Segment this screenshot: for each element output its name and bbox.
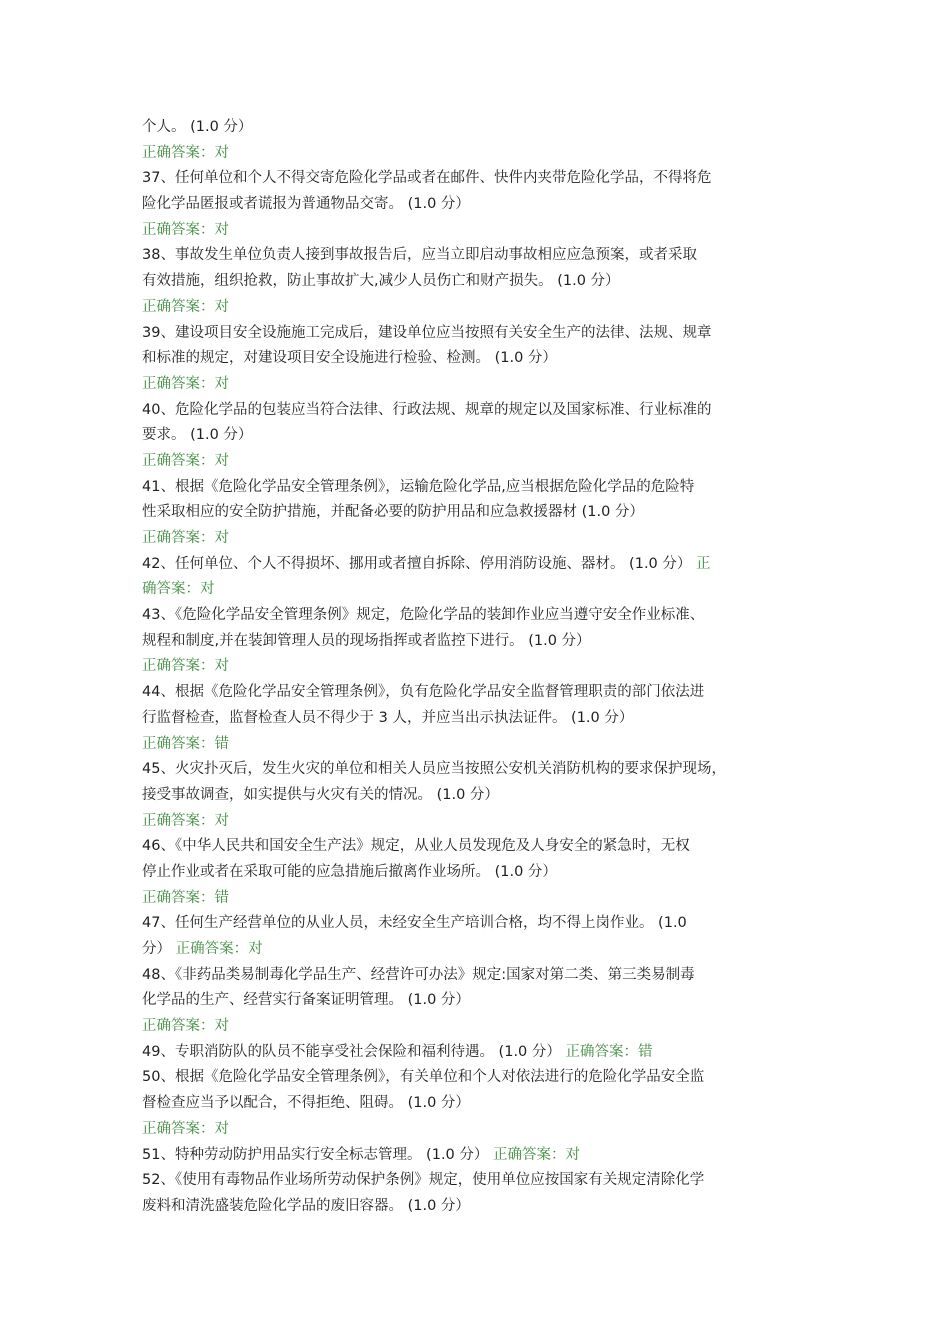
line-text: 正确答案：对 bbox=[142, 1018, 229, 1035]
answer-line bbox=[142, 218, 822, 244]
line-text: 正确答案：对 bbox=[142, 812, 229, 829]
line-text: 正确答案：对 bbox=[142, 1120, 229, 1137]
question-line bbox=[142, 860, 822, 886]
question-line bbox=[142, 680, 822, 706]
line-text: 正确答案：对 bbox=[142, 221, 229, 238]
line-text: 39、建设项目安全设施施工完成后，建设单位应当按照有关安全生产的法律、法规、规章 bbox=[142, 324, 712, 341]
line-text: 正确答案：对 bbox=[142, 375, 229, 392]
line-text: 正确答案：对 bbox=[142, 298, 229, 315]
question-line bbox=[142, 963, 822, 989]
line-text: 停止作业或者在采取可能的应急措施后撤离作业场所。 (1.0 分） bbox=[142, 863, 557, 880]
line-text: 40、危险化学品的包装应当符合法律、行政法规、规章的规定以及国家标准、行业标准的 bbox=[142, 401, 712, 418]
line-text: 规程和制度,并在装卸管理人员的现场指挥或者监控下进行。 (1.0 分） bbox=[142, 632, 591, 649]
line-text: 性采取相应的安全防护措施，并配备必要的防护用品和应急救援器材 (1.0 分） bbox=[142, 504, 644, 521]
answer-line bbox=[142, 372, 822, 398]
question-line bbox=[142, 834, 822, 860]
question-line bbox=[142, 166, 822, 192]
question-line bbox=[142, 1040, 822, 1066]
question-line bbox=[142, 706, 822, 732]
question-line bbox=[142, 269, 822, 295]
answer-line bbox=[142, 654, 822, 680]
answer-line bbox=[142, 577, 822, 603]
question-line bbox=[142, 500, 822, 526]
inline-answer: 正确答案：对 bbox=[488, 1146, 580, 1163]
question-line bbox=[142, 423, 822, 449]
question-line bbox=[142, 1168, 822, 1194]
answer-line bbox=[142, 732, 822, 758]
document-body bbox=[142, 115, 822, 1220]
line-text: 险化学品匿报或者谎报为普通物品交寄。 (1.0 分） bbox=[142, 196, 470, 213]
question-line bbox=[142, 1091, 822, 1117]
line-text: 确答案：对 bbox=[142, 581, 215, 598]
line-text: 42、任何单位、个人不得损坏、挪用或者擅自拆除、停用消防设施、器材。 (1.0 分） bbox=[142, 555, 692, 572]
answer-line bbox=[142, 886, 822, 912]
line-text: 要求。 (1.0 分） bbox=[142, 427, 253, 444]
question-line bbox=[142, 988, 822, 1014]
line-text: 和标准的规定，对建设项目安全设施进行检验、检测。 (1.0 分） bbox=[142, 350, 557, 367]
line-text: 督检查应当予以配合，不得拒绝、阻碍。 (1.0 分） bbox=[142, 1095, 470, 1112]
answer-line bbox=[142, 1014, 822, 1040]
line-text: 50、根据《危险化学品安全管理条例》，有关单位和个人对依法进行的危险化学品安全监 bbox=[142, 1069, 705, 1086]
question-line bbox=[142, 629, 822, 655]
question-line bbox=[142, 783, 822, 809]
question-line bbox=[142, 552, 822, 578]
question-line bbox=[142, 346, 822, 372]
line-text: 化学品的生产、经营实行备案证明管理。 (1.0 分） bbox=[142, 992, 470, 1009]
line-text: 38、事故发生单位负责人接到事故报告后，应当立即启动事故相应应急预案，或者采取 bbox=[142, 247, 697, 264]
line-text: 接受事故调查，如实提供与火灾有关的情况。 (1.0 分） bbox=[142, 786, 499, 803]
line-text: 48、《非药品类易制毒化学品生产、经营许可办法》规定:国家对第二类、第三类易制毒 bbox=[142, 966, 695, 983]
question-line bbox=[142, 937, 822, 963]
line-text: 废料和清洗盛装危险化学品的废旧容器。 (1.0 分） bbox=[142, 1197, 470, 1214]
line-text: 37、任何单位和个人不得交寄危险化学品或者在邮件、快件内夹带危险化学品，不得将危 bbox=[142, 170, 712, 187]
line-text: 正确答案：对 bbox=[142, 658, 229, 675]
line-text: 45、火灾扑灭后，发生火灾的单位和相关人员应当按照公安机关消防机构的要求保护现场， bbox=[142, 761, 726, 778]
question-line bbox=[142, 321, 822, 347]
answer-line bbox=[142, 141, 822, 167]
line-text: 正确答案：对 bbox=[142, 144, 229, 161]
line-text: 有效措施，组织抢救，防止事故扩大,减少人员伤亡和财产损失。 (1.0 分） bbox=[142, 273, 620, 290]
line-text: 44、根据《危险化学品安全管理条例》，负有危险化学品安全监督管理职责的部门依法进 bbox=[142, 684, 705, 701]
question-line bbox=[142, 1143, 822, 1169]
answer-line bbox=[142, 1117, 822, 1143]
line-text: 正确答案：错 bbox=[142, 735, 229, 752]
answer-line bbox=[142, 449, 822, 475]
question-line bbox=[142, 1194, 822, 1220]
question-line bbox=[142, 911, 822, 937]
line-text: 46、《中华人民共和国安全生产法》规定，从业人员发现危及人身安全的紧急时，无权 bbox=[142, 838, 690, 855]
line-text: 41、根据《危险化学品安全管理条例》，运输危险化学品,应当根据危险化学品的危险特 bbox=[142, 478, 695, 495]
question-line bbox=[142, 757, 822, 783]
answer-line bbox=[142, 295, 822, 321]
question-line bbox=[142, 192, 822, 218]
line-text: 51、特种劳动防护用品实行安全标志管理。 (1.0 分） bbox=[142, 1146, 489, 1163]
line-text: 个人。 (1.0 分） bbox=[142, 119, 253, 135]
question-line bbox=[142, 475, 822, 501]
question-line bbox=[142, 398, 822, 424]
line-text: 49、专职消防队的队员不能享受社会保险和福利待遇。 (1.0 分） bbox=[142, 1043, 561, 1060]
line-text: 52、《使用有毒物品作业场所劳动保护条例》规定，使用单位应按国家有关规定清除化学 bbox=[142, 1172, 705, 1189]
question-line bbox=[142, 1065, 822, 1091]
line-text: 43、《危险化学品安全管理条例》规定，危险化学品的装卸作业应当遵守安全作业标准、 bbox=[142, 607, 705, 624]
question-line bbox=[142, 603, 822, 629]
inline-answer: 正确答案：对 bbox=[171, 941, 263, 957]
answer-line bbox=[142, 809, 822, 835]
line-text: 正确答案：对 bbox=[142, 530, 229, 546]
line-text: 行监督检查，监督检查人员不得少于 3 人，并应当出示执法证件。 (1.0 分） bbox=[142, 709, 634, 726]
inline-answer: 正确答案：错 bbox=[560, 1043, 653, 1060]
question-line bbox=[142, 243, 822, 269]
answer-line bbox=[142, 526, 822, 552]
line-text: 分） bbox=[142, 941, 171, 957]
question-line bbox=[142, 115, 822, 141]
line-text: 47、任何生产经营单位的从业人员，未经安全生产培训合格，均不得上岗作业。 (1.0 bbox=[142, 915, 687, 932]
line-text: 正确答案：对 bbox=[142, 452, 229, 469]
inline-answer: 正 bbox=[691, 555, 711, 572]
line-text: 正确答案：错 bbox=[142, 889, 229, 906]
